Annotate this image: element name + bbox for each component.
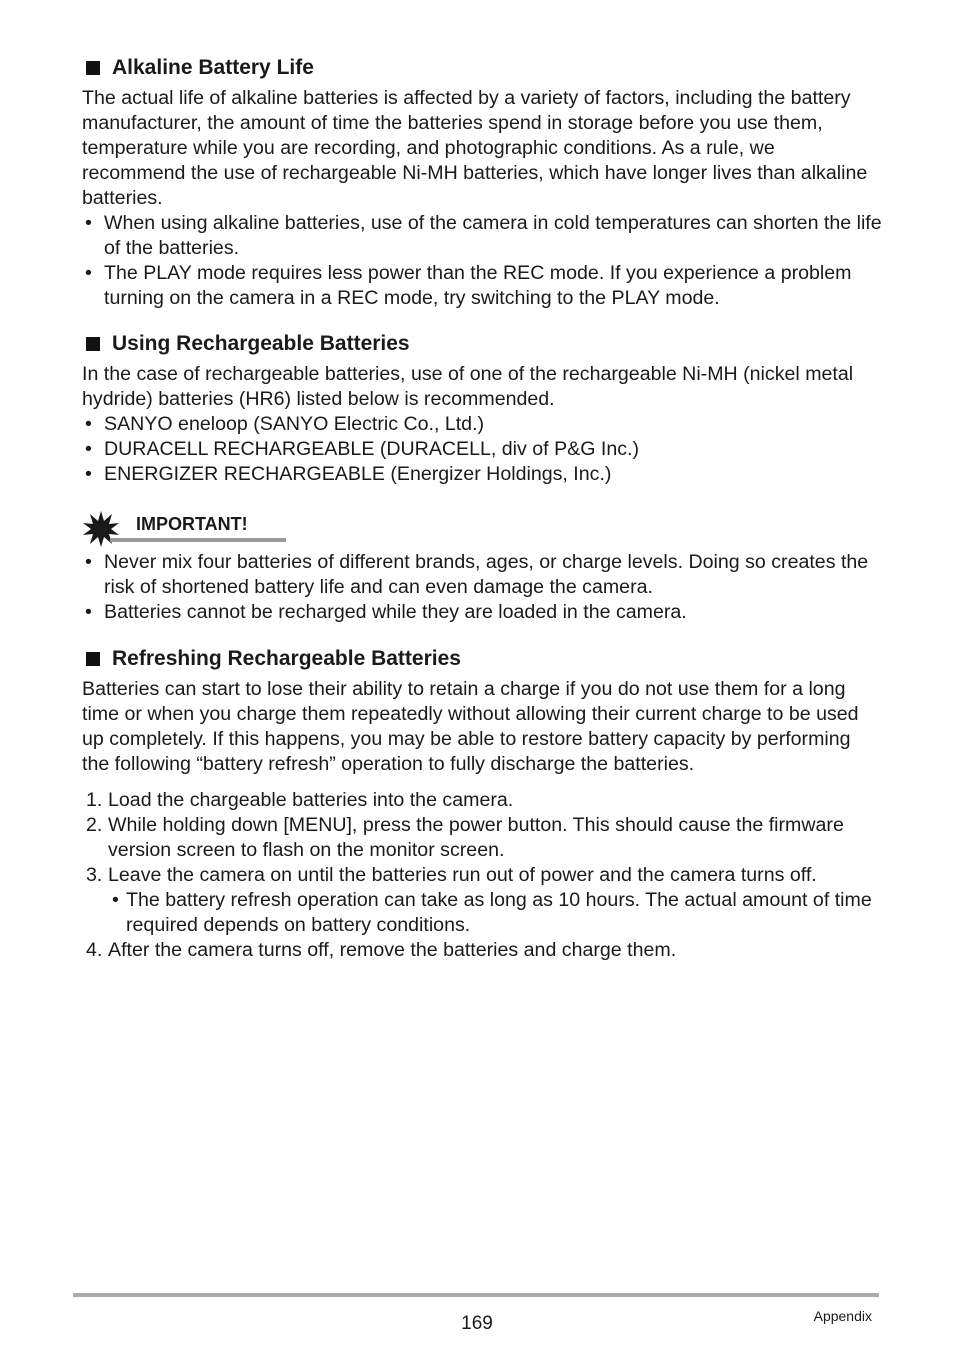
step-note-text: The battery refresh operation can take as long as 10 hours. The actual amount of time required depends on battery conditions. [126, 889, 872, 936]
bullet-dot: • [85, 262, 92, 284]
step-text: Leave the camera on until the batteries run out of power and the camera turns off. [108, 864, 817, 886]
rechargeable-heading-text: Using Rechargeable Batteries [112, 332, 410, 355]
list-item-text: The PLAY mode requires less power than the REC mode. If you experience a problem turning on the camera in a REC mode, try switching to the PLAY mode. [104, 262, 852, 309]
list-item [82, 437, 882, 462]
alkaline-paragraph: The actual life of alkaline batteries is affected by a variety of factors, including the battery manufacturer, the amount of time the batteries spend in storage before you use them, temperature while you are recording, and photographic conditions. As a rule, we recommend the use of rechargeable Ni-MH batteries, which have longer lives than alkaline batteries. [82, 87, 868, 209]
list-item [82, 211, 882, 261]
important-underline [110, 538, 286, 542]
square-bullet-icon [86, 61, 100, 75]
list-item-text: DURACELL RECHARGEABLE (DURACELL, div of P&G Inc.) [104, 438, 639, 460]
step-note [108, 888, 882, 938]
list-item [82, 600, 882, 625]
list-item-text: When using alkaline batteries, use of the camera in cold temperatures can shorten the life of the batteries. [104, 212, 882, 259]
refreshing-paragraph: Batteries can start to lose their ability to retain a charge if you do not use them for a long time or when you charge them repeatedly without allowing their current charge to be used up completely. If this happens, you may be able to restore battery capacity by performing the following “battery refresh” operation to fully discharge the batteries. [82, 678, 859, 775]
list-item-text: ENERGIZER RECHARGEABLE (Energizer Holdings, Inc.) [104, 463, 612, 485]
step-item [82, 813, 882, 863]
square-bullet-icon [86, 337, 100, 351]
list-item [82, 261, 882, 311]
alkaline-heading [82, 55, 314, 81]
bullet-dot: • [85, 438, 92, 460]
footer-section-name: Appendix [813, 1308, 872, 1324]
rechargeable-paragraph: In the case of rechargeable batteries, use of one of the rechargeable Ni-MH (nickel metal hydride) batteries (HR6) listed below is recommended. [82, 363, 854, 410]
rechargeable-heading [82, 331, 410, 357]
list-item [82, 412, 882, 437]
alkaline-heading-text: Alkaline Battery Life [112, 56, 314, 79]
alkaline-bullet-list [82, 211, 882, 311]
step-number: 3. [86, 864, 103, 886]
list-item-text: SANYO eneloop (SANYO Electric Co., Ltd.) [104, 413, 485, 435]
list-item-text: Never mix four batteries of different brands, ages, or charge levels. Doing so creates the risk of shortened battery life and can even damage the camera. [104, 551, 869, 598]
page-number: 169 [461, 1313, 493, 1334]
bullet-dot: • [85, 601, 92, 623]
refreshing-heading [82, 646, 461, 672]
important-callout [82, 510, 287, 546]
list-item [82, 550, 882, 600]
bullet-dot: • [85, 551, 92, 573]
step-number: 2. [86, 814, 103, 836]
step-item [82, 938, 882, 963]
bullet-dot: • [85, 212, 92, 234]
step-number: 4. [86, 939, 103, 961]
step-item [82, 788, 882, 813]
important-bullet-list [82, 550, 882, 625]
square-bullet-icon [86, 652, 100, 666]
step-number: 1. [86, 789, 103, 811]
step-item [82, 863, 882, 938]
bullet-dot: • [85, 463, 92, 485]
step-text: After the camera turns off, remove the batteries and charge them. [108, 939, 677, 961]
bullet-dot: • [112, 889, 119, 911]
list-item [82, 462, 882, 487]
list-item-text: Batteries cannot be recharged while they are loaded in the camera. [104, 601, 687, 623]
bullet-dot: • [85, 413, 92, 435]
rechargeable-bullet-list [82, 412, 882, 487]
important-label: IMPORTANT! [136, 514, 248, 534]
step-text: While holding down [MENU], press the power button. This should cause the firmware version screen to flash on the monitor screen. [108, 814, 844, 861]
footer-divider [73, 1293, 879, 1297]
refresh-steps-list [82, 788, 882, 963]
refreshing-heading-text: Refreshing Rechargeable Batteries [112, 647, 461, 670]
step-text: Load the chargeable batteries into the camera. [108, 789, 514, 811]
burst-icon [82, 510, 120, 548]
